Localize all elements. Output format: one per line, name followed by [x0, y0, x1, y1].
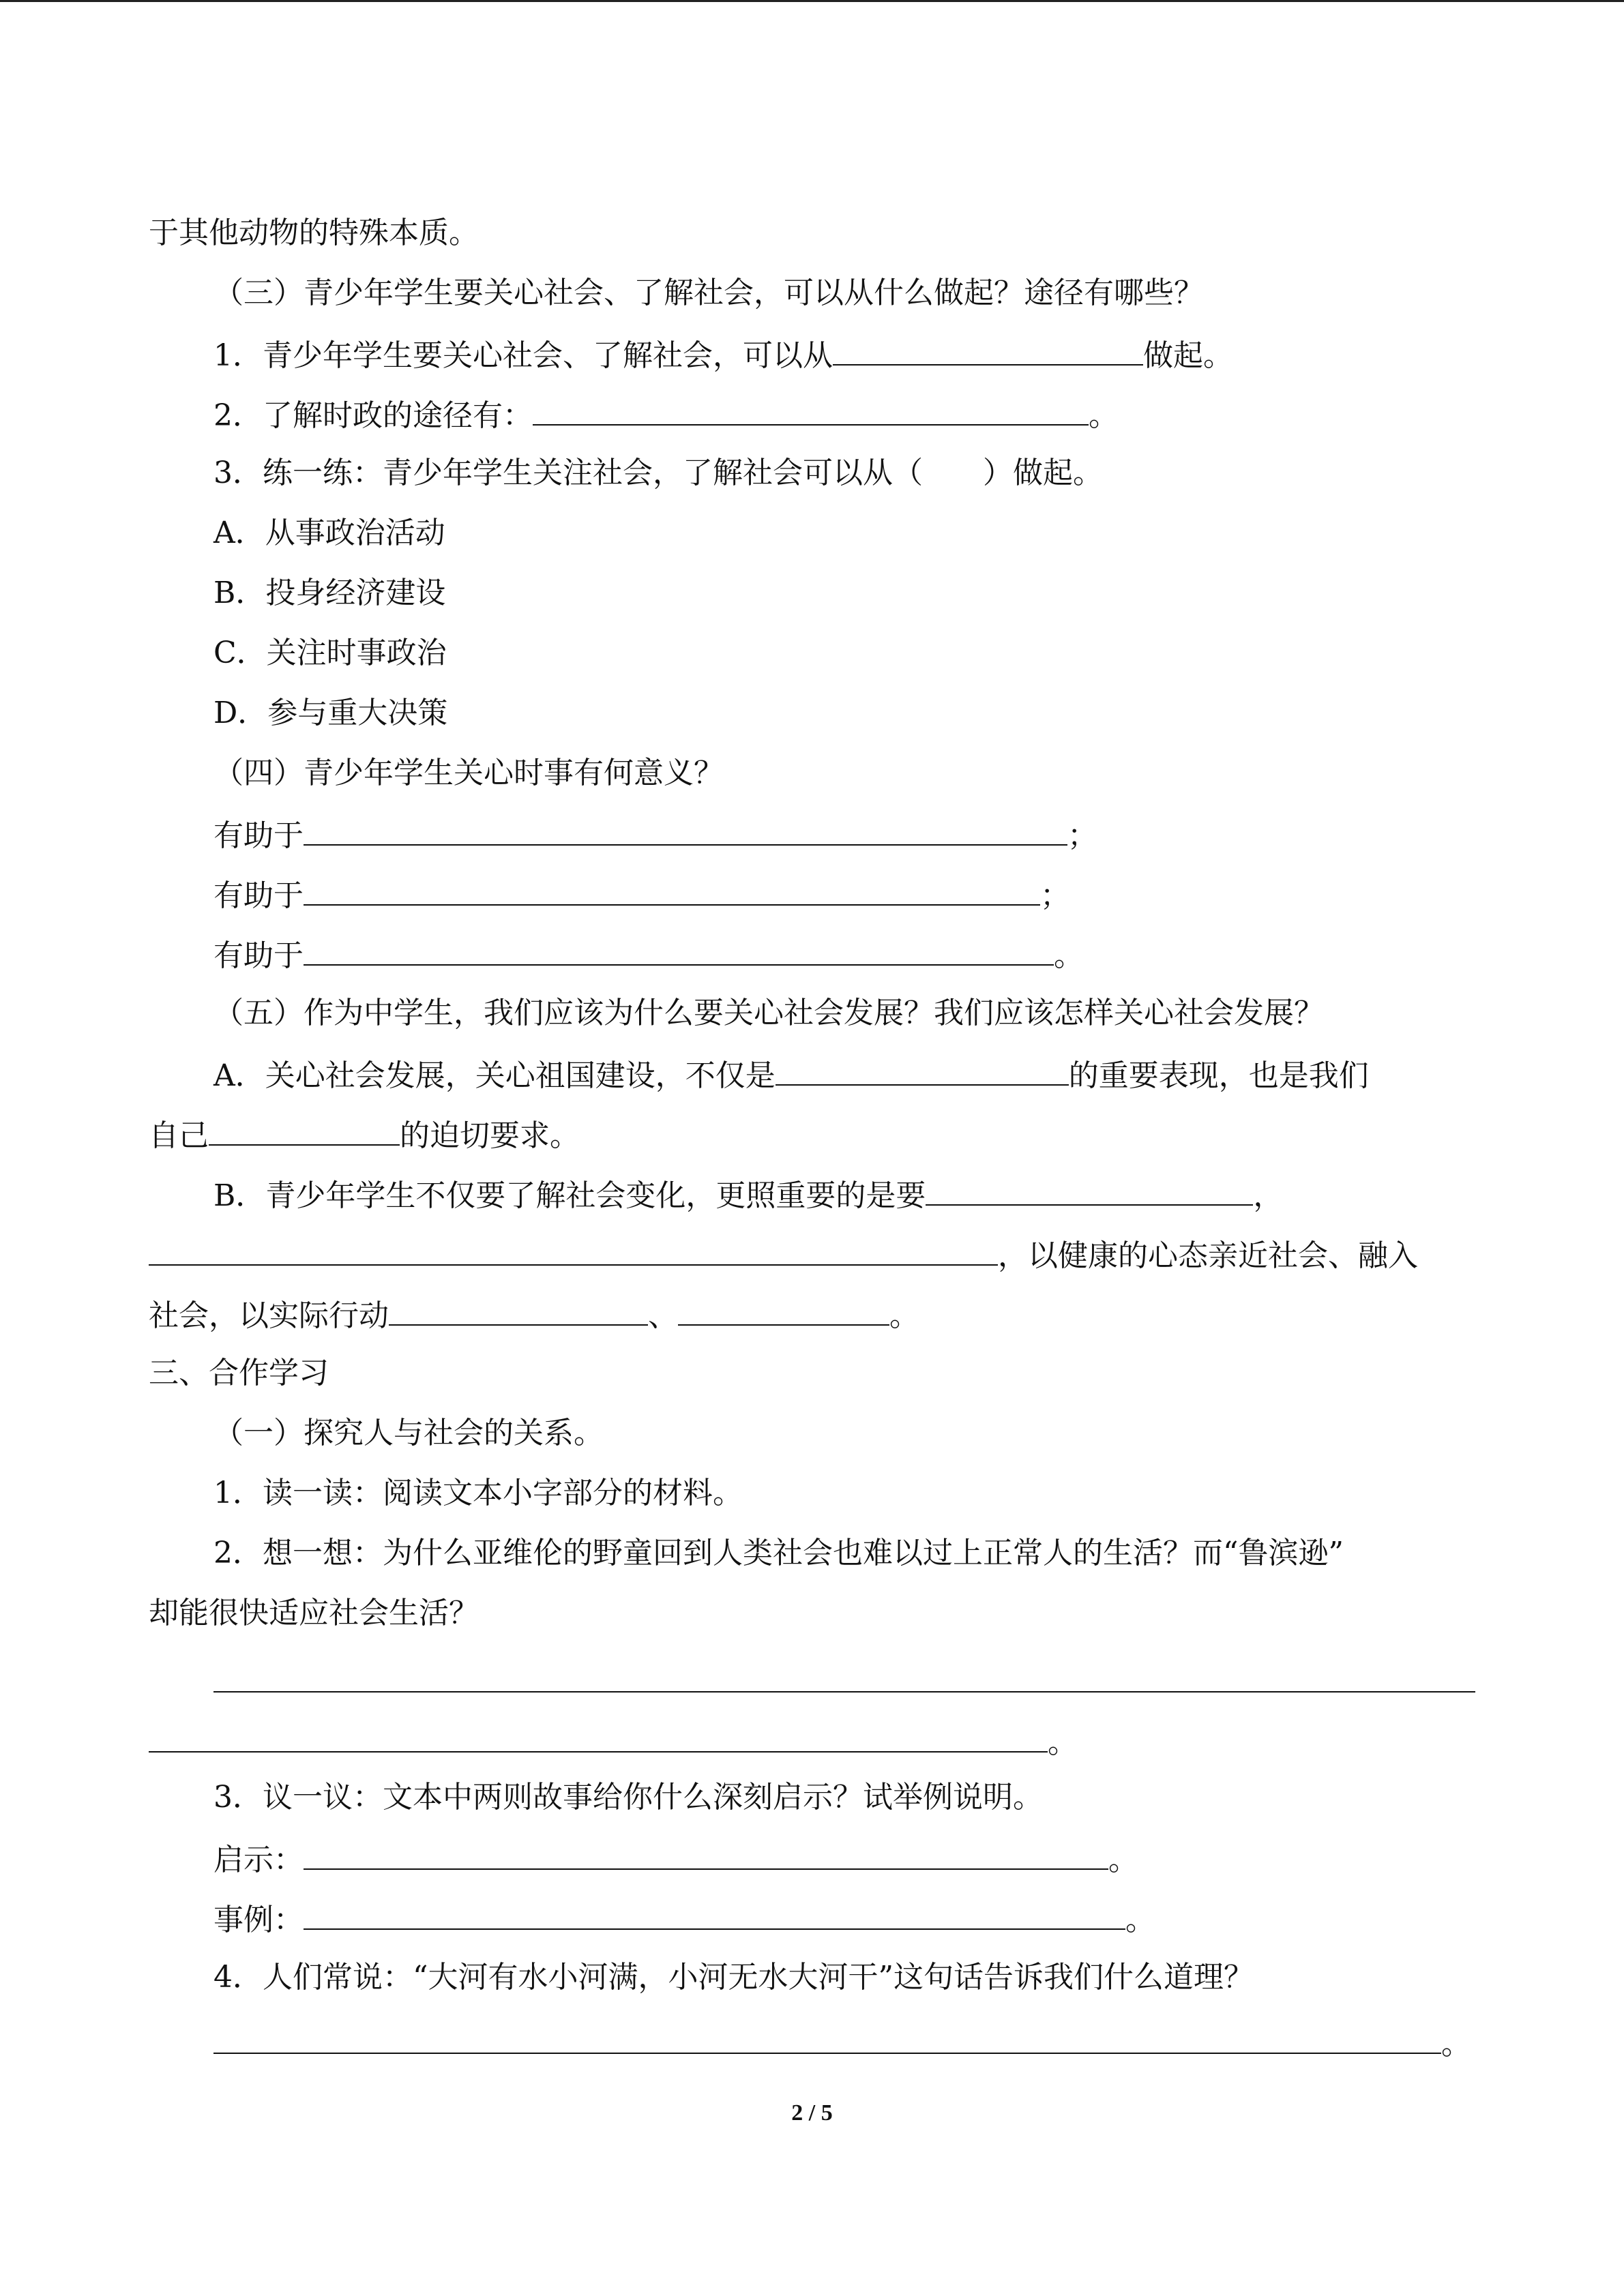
answer-blank[interactable] — [389, 1293, 648, 1326]
answer-blank[interactable] — [209, 1113, 400, 1146]
text-line: 于其他动物的特殊本质。 — [149, 215, 479, 250]
answer-blank[interactable] — [213, 1660, 1475, 1693]
answer-line: 。 — [213, 2021, 1471, 2062]
answer-blank[interactable] — [304, 933, 1054, 966]
choice-question: 3．练一练：青少年学生关注社会，了解社会可以从（ ）做起。 — [213, 456, 1103, 490]
fill-in-item: 社会，以实际行动 、 。 — [149, 1293, 919, 1334]
question-heading: （四）青少年学生关心时事有何意义？ — [213, 756, 724, 790]
choice-option: C．关注时事政治 — [213, 636, 447, 670]
answer-blank[interactable] — [776, 1053, 1069, 1086]
answer-blank[interactable] — [678, 1293, 889, 1326]
fill-in-item: 启示： 。 — [213, 1837, 1138, 1878]
fill-in-item: A．关心社会发展，关心祖国建设，不仅是 的重要表现，也是我们 — [213, 1053, 1369, 1094]
answer-blank[interactable] — [926, 1173, 1253, 1206]
fill-in-item: 1．青少年学生要关心社会、了解社会，可以从 做起。 — [213, 333, 1233, 374]
section-heading: 三、合作学习 — [149, 1356, 329, 1390]
question-heading: 4．人们常说：“大河有水小河满，小河无水大河干”这句话告诉我们什么道理？ — [213, 1960, 1254, 1995]
answer-blank[interactable] — [213, 2021, 1441, 2054]
text-line: 却能很快适应社会生活？ — [149, 1596, 479, 1630]
top-border — [0, 0, 1624, 2]
fill-in-item: 有助于 ； — [213, 813, 1097, 854]
answer-blank[interactable] — [149, 1720, 1048, 1753]
answer-blank[interactable] — [833, 333, 1143, 366]
fill-in-item: 2．了解时政的途径有： 。 — [213, 393, 1119, 434]
question-heading: 3．议一议：文本中两则故事给你什么深刻启示？试举例说明。 — [213, 1780, 1043, 1815]
choice-option: B．投身经济建设 — [213, 576, 446, 610]
text-line: 1．读一读：阅读文本小字部分的材料。 — [213, 1476, 743, 1510]
answer-blank[interactable] — [304, 1897, 1125, 1930]
fill-in-item: 有助于 ； — [213, 873, 1070, 914]
fill-in-item: 事例： 。 — [213, 1897, 1155, 1938]
answer-blank[interactable] — [533, 393, 1089, 426]
page-number: 2 / 5 — [791, 2100, 833, 2126]
answer-line — [213, 1660, 1475, 1701]
text-line: 2．想一想：为什么亚维伦的野童回到人类社会也难以过上正常人的生活？而“鲁滨逊” — [213, 1536, 1344, 1570]
answer-line: 。 — [149, 1720, 1078, 1761]
choice-option: A．从事政治活动 — [213, 516, 445, 550]
question-heading: （三）青少年学生要关心社会、了解社会，可以从什么做起？途径有哪些？ — [213, 275, 1204, 310]
answer-blank[interactable] — [304, 873, 1040, 906]
question-heading: （五）作为中学生，我们应该为什么要关心社会发展？我们应该怎样关心社会发展？ — [213, 996, 1324, 1030]
answer-blank[interactable] — [304, 1837, 1108, 1870]
fill-in-item: 自己 的迫切要求。 — [149, 1113, 580, 1154]
question-heading: （一）探究人与社会的关系。 — [213, 1416, 604, 1450]
fill-in-item: ，以健康的心态亲近社会、融入 — [149, 1233, 1418, 1274]
fill-in-item: 有助于 。 — [213, 933, 1084, 974]
choice-option: D．参与重大决策 — [213, 696, 448, 730]
fill-in-item: B．青少年学生不仅要了解社会变化，更照重要的是要 ， — [213, 1173, 1283, 1214]
answer-blank[interactable] — [304, 813, 1067, 846]
answer-blank[interactable] — [149, 1233, 998, 1266]
